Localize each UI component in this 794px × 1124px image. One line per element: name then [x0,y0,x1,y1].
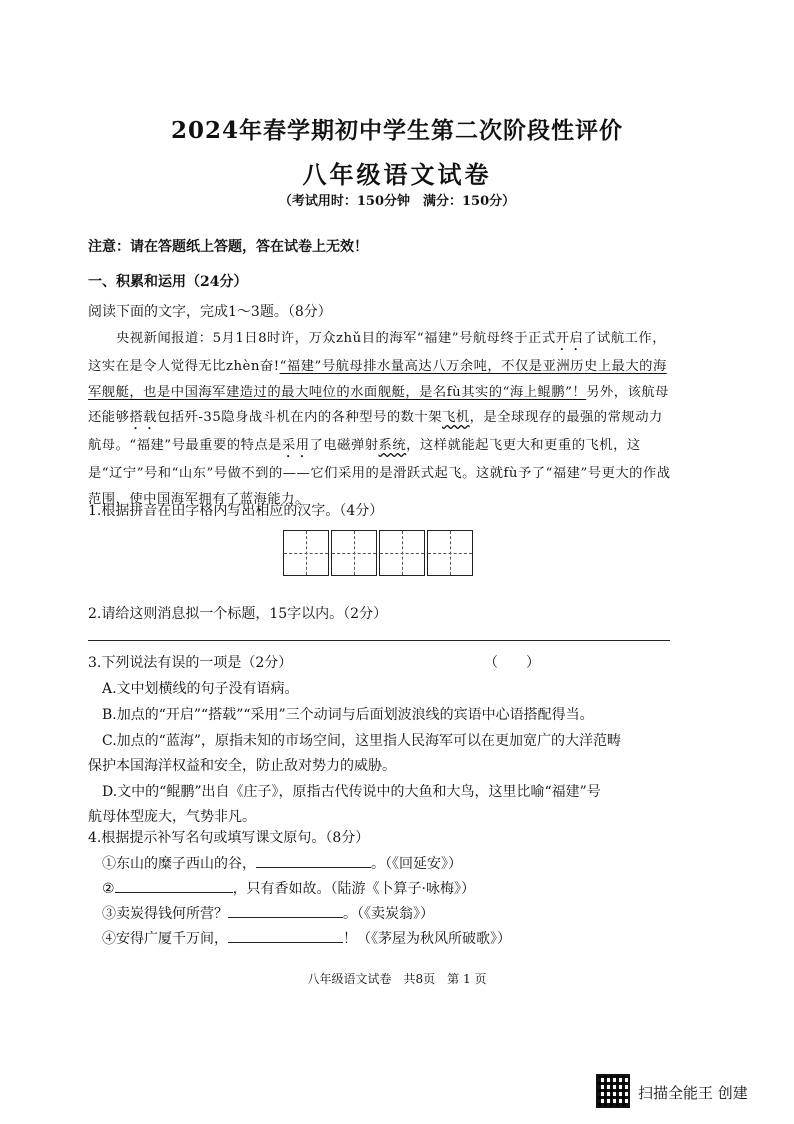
tianzige-cell[interactable] [379,530,425,576]
word-dazai: 搭载 [129,410,157,426]
fill-blank[interactable] [228,927,343,943]
tianzige-cell[interactable] [427,530,473,576]
option-a: A.文中划横线的句子没有语病。 [102,681,299,697]
page-footer: 八年级语文试卷 共8页 第 1 页 [307,972,487,986]
fill-item-3: ③卖炭得钱何所营？ 。（《卖炭翁》） [102,902,434,923]
tianzige-grid[interactable] [283,530,473,576]
scanner-watermark: 扫描全能王 创建 [638,1084,748,1102]
fill-blank[interactable] [256,852,371,868]
section-title: 一、积累和运用（24分） [88,274,248,290]
option-d-cont: 航母体型庞大，气势非凡。 [88,809,256,825]
question-2: 2.请给这则消息拟一个标题，15字以内。（2分） [88,606,388,622]
fill-item-1: ①东山的糜子西山的谷， 。（《回延安》） [102,852,462,873]
word-caiyong: 采用 [281,438,310,454]
word-kaiqi: 开启 [555,331,584,346]
tianzige-cell[interactable] [283,530,329,576]
word-lanhai: 蓝海 [239,492,268,508]
reading-prompt: 阅读下面的文字，完成1～3题。（8分） [88,304,332,320]
question-4: 4.根据提示补写名句或填写课文原句。（8分） [88,830,370,846]
wavy-feiji: 飞机 [442,410,470,426]
fill-item-2: ② ，只有香如故。（陆游《卜算子·咏梅》） [102,877,475,898]
option-b: B.加点的“开启”“搭载”“采用”三个动词与后面划波浪线的宾语中心语搭配得当。 [102,707,594,723]
underlined-sentence: “福建”号航母排水量高达八万余吨，不仅是亚洲历史上最大的海军舰艇，也是中国海军建造过的最大吨位的水面舰艇，是名fù其实的“海上鲲鹏”！ [88,359,667,400]
question-1: 1.根据拼音在田字格内写出相应的汉字。（4分） [88,503,384,519]
option-c: C.加点的“蓝海”，原指未知的市场空间，这里指人民海军可以在更加宽广的大洋范畴 [102,733,621,749]
qr-code-icon [596,1074,630,1108]
fill-blank[interactable] [115,877,233,893]
exam-info: （考试用时：150分钟 满分：150分） [278,194,516,209]
pinyin-zhu: zhǔ [336,331,362,346]
fill-blank[interactable] [228,902,343,918]
wavy-xitong: 系统 [378,438,407,454]
option-c-cont: 保护本国海洋权益和安全，防止敌对势力的威胁。 [88,758,396,774]
exam-subtitle: 八年级语文试卷 [302,160,492,189]
fill-item-4: ④安得广厦千万间， ！（《茅屋为秋风所破歌》） [102,927,511,948]
pinyin-zhen: zhèn [225,359,260,374]
question-3: 3.下列说法有误的一项是（2分） [88,655,293,671]
exam-title: 2024年春学期初中学生第二次阶段性评价 [170,117,623,144]
answer-line[interactable] [88,640,670,641]
answer-bracket[interactable]: （ ） [484,655,540,671]
notice: 注意：请在答题纸上答题，答在试卷上无效！ [88,239,368,255]
option-d: D.文中的“鲲鹏”出自《庄子》，原指古代传说中的大鱼和大鸟，这里比喻“福建”号 [102,784,601,800]
passage: 央视新闻报道：5月1日8时许，万众zhǔ目的海军“福建”号航母终于正式开启了试航工作，这实在是令人觉得无比zhèn奋!“福建”号航母排水量高达八万余吨，不仅是亚洲历史上最大的海军舰艇，也是中国海军建造过的最大吨位的水面舰艇，是名fù其实的“海上鲲鹏”！另外，该航母还能够搭载包括歼-35隐身战斗机在内的各种型号的数十架飞机，是全球现存的最强的常规动力航母。“福建”号最重要的特点是采用了电磁弹射系统，这样就能起飞更大和更重的飞机，这是“辽宁”号和“山东”号做不到的——它们采用的是滑跃式起飞。这就fù予了“福建”号更大的作战范围，使中国海军拥有了蓝海能力。 [88,331,671,508]
tianzige-cell[interactable] [331,530,377,576]
